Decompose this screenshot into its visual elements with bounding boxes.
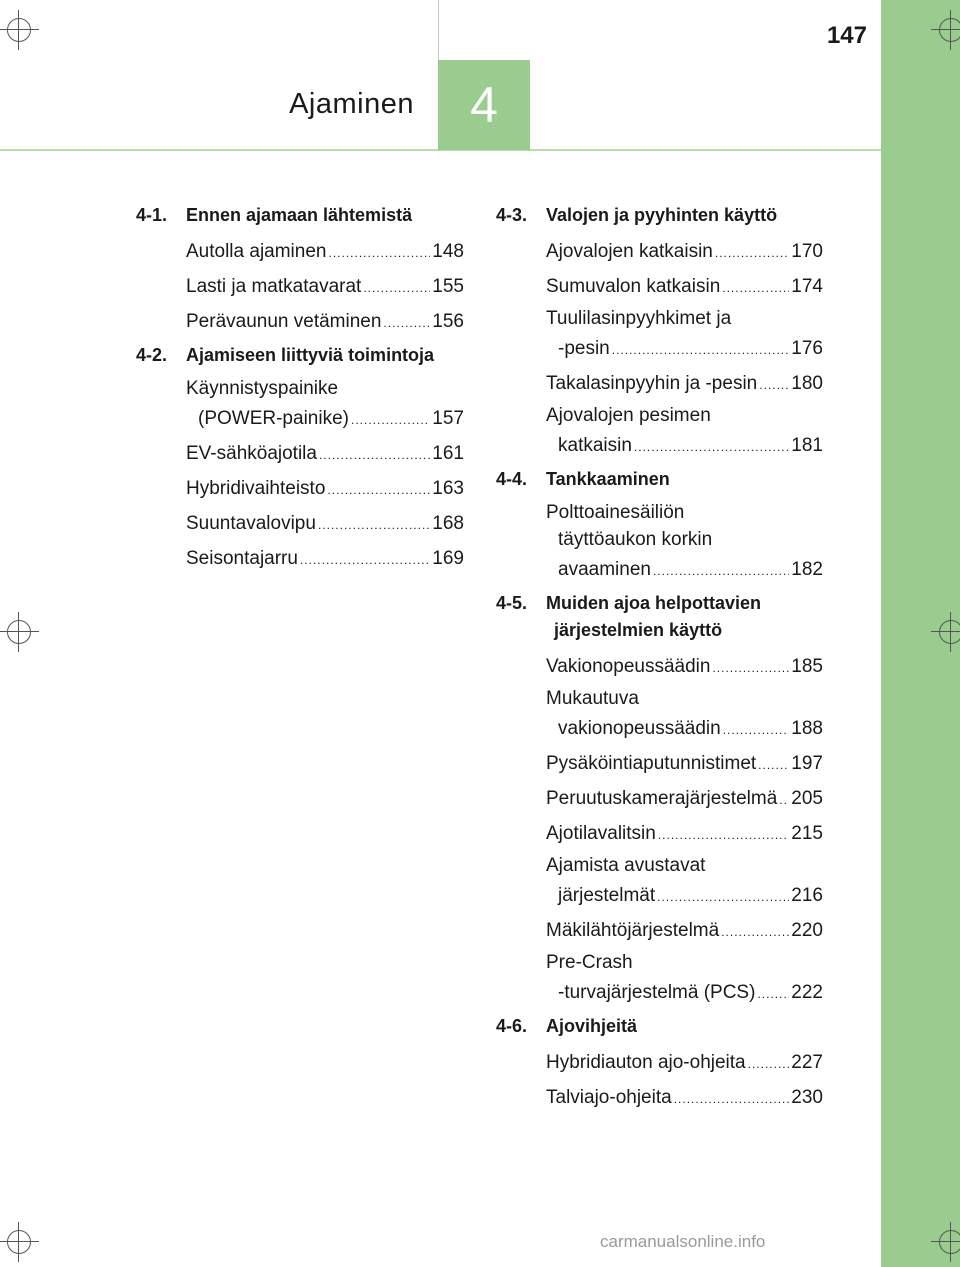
- section-title-line: Muiden ajoa helpottavien: [546, 593, 762, 613]
- toc-section-heading: [496, 202, 823, 229]
- section-title: [546, 590, 823, 644]
- section-title-line: Ennen ajamaan lähtemistä: [186, 205, 413, 225]
- dot-leader: [363, 272, 430, 305]
- toc-entry[interactable]: [546, 747, 823, 782]
- toc-entry-row: [546, 650, 823, 685]
- toc-entry-page: 215: [791, 823, 823, 844]
- toc-entry-page: 176: [791, 338, 823, 359]
- toc-entry-label: Mäkilähtöjärjestelmä: [546, 920, 720, 941]
- page-number: 147: [826, 22, 867, 49]
- toc-entry-page: 182: [791, 559, 823, 580]
- toc-entry-row: [546, 270, 823, 305]
- toc-entry-label: Mukautuva: [546, 688, 639, 709]
- dot-leader: [351, 404, 430, 437]
- toc-entry-page: 227: [791, 1052, 823, 1073]
- toc-entry[interactable]: [546, 367, 823, 402]
- chapter-number: 4: [470, 77, 498, 133]
- toc-entry-label: Ajotilavalitsin: [546, 823, 656, 844]
- section-title: [546, 202, 823, 229]
- toc-entry-label: Seisontajarru: [186, 548, 298, 569]
- toc-section-heading: [496, 590, 823, 644]
- toc-entry-page: 216: [791, 885, 823, 906]
- section-title: [546, 466, 823, 493]
- section-title-line: Ajovihjeitä: [546, 1016, 638, 1036]
- dot-leader: [758, 749, 789, 782]
- toc-entry-row: [546, 782, 823, 817]
- dot-leader: [779, 784, 789, 817]
- section-number: 4-6.: [496, 1016, 528, 1036]
- dot-leader: [300, 544, 430, 577]
- toc-entry-page: 220: [791, 920, 823, 941]
- toc-entry[interactable]: [186, 305, 464, 340]
- toc-entry-page: 181: [791, 435, 823, 456]
- toc-entry-page: 174: [791, 276, 823, 297]
- toc-entry[interactable]: [546, 949, 823, 1011]
- toc-entry-label: Pysäköintiaputunnistimet: [546, 753, 757, 774]
- toc-entry-label: -pesin: [558, 338, 610, 359]
- toc-entry-label: Vakionopeussäädin: [546, 656, 711, 677]
- toc-entry[interactable]: [186, 375, 464, 437]
- dot-leader: [612, 334, 790, 367]
- dot-leader: [318, 509, 430, 542]
- toc-entry-page: 168: [432, 513, 464, 534]
- toc-entry-label: Käynnistyspainike: [186, 378, 339, 399]
- dot-leader: [748, 1048, 790, 1081]
- toc-entry[interactable]: [546, 499, 823, 588]
- toc-entry[interactable]: [546, 782, 823, 817]
- dot-leader: [721, 916, 789, 949]
- section-title: [546, 1013, 823, 1040]
- toc-entry[interactable]: [546, 1081, 823, 1116]
- toc-entry-label: EV-sähköajotila: [186, 443, 317, 464]
- toc-entry-row: [546, 817, 823, 852]
- dot-leader: [722, 272, 789, 305]
- toc-entry-label: Ajovalojen katkaisin: [546, 241, 713, 262]
- toc-entry-row: [546, 976, 823, 1011]
- toc-entry-row: [546, 429, 823, 464]
- toc-entry[interactable]: [186, 235, 464, 270]
- toc-entry-row: [186, 270, 464, 305]
- dot-leader: [712, 652, 789, 685]
- chapter-number-box: [438, 60, 530, 150]
- toc-entry-label: avaaminen: [558, 559, 651, 580]
- toc-entry-row: [546, 553, 823, 588]
- section-number: 4-1.: [136, 205, 168, 225]
- toc-entry-row: [186, 507, 464, 542]
- toc-entry-label: Suuntavalovipu: [186, 513, 316, 534]
- toc-entry-row: [546, 1081, 823, 1116]
- toc-entry-label: Polttoainesäiliön: [546, 502, 685, 523]
- toc-entry[interactable]: [546, 685, 823, 747]
- section-title-line: Tankkaaminen: [546, 469, 670, 489]
- registration-mark-icon: [0, 1222, 39, 1262]
- toc-entry[interactable]: [546, 650, 823, 685]
- toc-entry-page: 230: [791, 1087, 823, 1108]
- toc-entry-page: 169: [432, 548, 464, 569]
- toc-entry-label: Ajamista avustavat: [546, 855, 706, 876]
- toc-entry-label: (POWER-painike): [198, 408, 349, 429]
- toc-entry-label: täyttöaukon korkin: [558, 529, 713, 550]
- toc-entry-page: 148: [432, 241, 464, 262]
- toc-entry-page: 170: [791, 241, 823, 262]
- toc-entry-page: 185: [791, 656, 823, 677]
- toc-entry-label: vakionopeussäädin: [558, 718, 721, 739]
- dot-leader: [723, 714, 790, 747]
- toc-entry-row: [186, 542, 464, 577]
- toc-entry-row: [186, 305, 464, 340]
- toc-section-heading: [136, 202, 464, 229]
- toc-entry[interactable]: [186, 270, 464, 305]
- section-title-line: Valojen ja pyyhinten käyttö: [546, 205, 778, 225]
- toc-entry-page: 155: [432, 276, 464, 297]
- toc-entry-row: [546, 332, 823, 367]
- toc-entry[interactable]: [546, 817, 823, 852]
- toc-entry-label: Hybridiauton ajo-ohjeita: [546, 1052, 746, 1073]
- toc-entry-label: Lasti ja matkatavarat: [186, 276, 362, 297]
- section-title-line: järjestelmien käyttö: [554, 620, 723, 640]
- toc-entry-page: 157: [432, 408, 464, 429]
- toc-section-heading: [496, 466, 823, 493]
- toc-entry-label: Autolla ajaminen: [186, 241, 327, 262]
- dot-leader: [658, 819, 789, 852]
- toc-entry-label: Perävaunun vetäminen: [186, 311, 382, 332]
- toc-entry-label: Hybridivaihteisto: [186, 478, 326, 499]
- toc-entry[interactable]: [546, 402, 823, 464]
- dot-leader: [328, 237, 430, 270]
- toc-entry[interactable]: [546, 235, 823, 270]
- toc-entry-page: 222: [791, 982, 823, 1003]
- dot-leader: [327, 474, 430, 507]
- toc-entry-page: 205: [791, 788, 823, 809]
- toc-entry[interactable]: [546, 914, 823, 949]
- section-title-line: Ajamiseen liittyviä toimintoja: [186, 345, 435, 365]
- toc-entry-row: [546, 367, 823, 402]
- toc-entry-row: [186, 472, 464, 507]
- toc-entry-row: [546, 1046, 823, 1081]
- section-number: 4-5.: [496, 593, 528, 613]
- registration-mark-icon: [0, 10, 39, 50]
- chapter-title: Ajaminen: [289, 88, 414, 120]
- toc-entry[interactable]: [186, 437, 464, 472]
- toc-entry-row: [546, 914, 823, 949]
- registration-mark-icon: [0, 612, 39, 652]
- section-number: 4-3.: [496, 205, 528, 225]
- registration-mark-icon: [931, 612, 960, 652]
- toc-entry-page: 197: [791, 753, 823, 774]
- dot-leader: [319, 439, 430, 472]
- toc-entry[interactable]: [546, 1046, 823, 1081]
- toc-entry-label: Tuulilasinpyyhkimet ja: [546, 308, 732, 329]
- section-number: 4-4.: [496, 469, 528, 489]
- dot-leader: [634, 431, 789, 464]
- toc-section-heading: [136, 342, 464, 369]
- toc-entry-page: 156: [432, 311, 464, 332]
- section-title: [186, 342, 464, 369]
- header-divider: [438, 0, 439, 60]
- toc-entry-row: [186, 402, 464, 437]
- toc-entry-row: [186, 437, 464, 472]
- toc-entry-row: [546, 879, 823, 914]
- section-number: 4-2.: [136, 345, 168, 365]
- toc-entry[interactable]: [186, 472, 464, 507]
- toc-entry[interactable]: [546, 305, 823, 367]
- toc-entry[interactable]: [546, 852, 823, 914]
- dot-leader: [653, 555, 789, 588]
- registration-mark-icon: [931, 10, 960, 50]
- toc-entry-label: Talviajo-ohjeita: [546, 1087, 672, 1108]
- toc-entry-row: [546, 747, 823, 782]
- toc-entry-page: 188: [791, 718, 823, 739]
- toc-entry[interactable]: [546, 270, 823, 305]
- toc-entry-label: Pre-Crash: [546, 952, 633, 973]
- toc-left-column: [136, 200, 464, 577]
- toc-entry-label: järjestelmät: [558, 885, 656, 906]
- toc-entry-row: [546, 712, 823, 747]
- toc-entry-label: Takalasinpyyhin ja -pesin: [546, 373, 758, 394]
- dot-leader: [757, 978, 789, 1011]
- dot-leader: [759, 369, 789, 402]
- dot-leader: [657, 881, 789, 914]
- toc-entry-label: Sumuvalon katkaisin: [546, 276, 721, 297]
- toc-entry-row: [186, 235, 464, 270]
- toc-entry[interactable]: [186, 507, 464, 542]
- toc-section-heading: [496, 1013, 823, 1040]
- toc-entry-label: Peruutuskamerajärjestelmä: [546, 788, 778, 809]
- dot-leader: [674, 1083, 790, 1116]
- section-title: [186, 202, 464, 229]
- toc-entry-label: katkaisin: [558, 435, 632, 456]
- toc-entry[interactable]: [186, 542, 464, 577]
- footer-watermark: carmanualsonline.info: [600, 1232, 766, 1251]
- toc-entry-label: -turvajärjestelmä (PCS): [558, 982, 756, 1003]
- dot-leader: [383, 307, 430, 340]
- toc-entry-label: Ajovalojen pesimen: [546, 405, 711, 426]
- toc-entry-row: [546, 235, 823, 270]
- toc-entry-page: 163: [432, 478, 464, 499]
- toc-entry-page: 161: [432, 443, 464, 464]
- dot-leader: [715, 237, 789, 270]
- toc-right-column: [496, 200, 823, 1116]
- registration-mark-icon: [931, 1222, 960, 1262]
- toc-entry-page: 180: [791, 373, 823, 394]
